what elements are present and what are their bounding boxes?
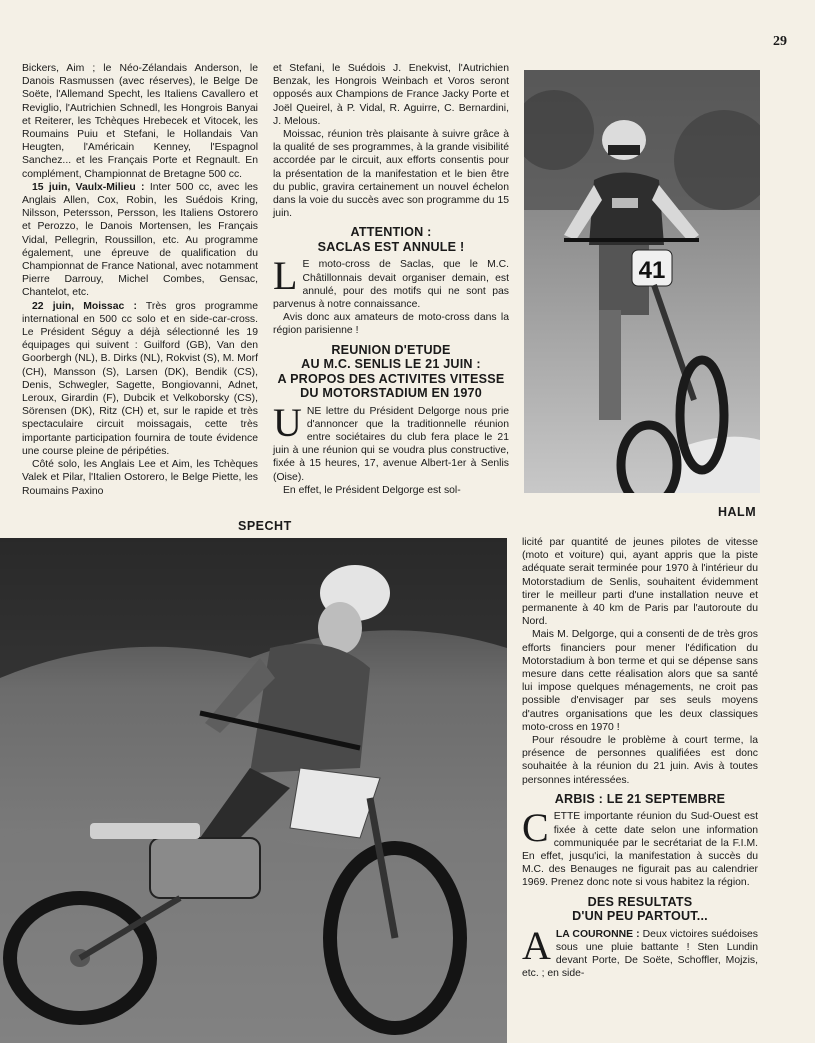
col3-paragraph-3: Pour résoudre le problème à court terme, la présence de personnes qualifiées est donc souhaitée à la réunion du 21 juin. Avis à toutes personnes intéressées. — [522, 735, 758, 786]
caption-halm: HALM — [718, 505, 757, 519]
photo-halm — [524, 70, 760, 493]
col2-paragraph-avis: Avis donc aux amateurs de moto-cross dans la région parisienne ! — [273, 312, 509, 337]
vaulx-milieu-text: Inter 500 cc, avec les Anglais Allen, Cox, Robin, les Suédois Kring, Nilsson, Petersson, Persson, les Italiens Ostorero et Perozzo, le Danois Mortensen, les Français Vidal, Pellegrin, Roussillon, etc. Au programme également, une épreuve de qualification du Championnat de France National, avec notamment Pierre Darrouy, Michel Combes, Gensac, Chantelot, etc. — [22, 181, 258, 299]
column-2 — [273, 62, 509, 497]
saclas-headline: ATTENTION : SACLAS EST ANNULE ! — [317, 225, 465, 254]
drop-cap-a: A — [522, 922, 551, 968]
senlis-headline: REUNION D'ETUDE AU M.C. SENLIS LE 21 JUIN : A PROPOS DES ACTIVITES VITESSE DU MOTORSTADIUM EN 1970 — [277, 342, 505, 401]
col1-paragraph-2 — [22, 181, 258, 300]
resultats-headline: DES RESULTATS D'UN PEU PARTOUT... — [572, 894, 708, 924]
column-1 — [22, 62, 258, 498]
moissac-lead: 22 juin, Moissac : — [32, 300, 137, 312]
photo-specht — [0, 538, 507, 1043]
arbis-headline: ARBIS : LE 21 SEPTEMBRE — [554, 791, 726, 806]
col2-paragraph-1: et Stefani, le Suédois J. Enekvist, l'Autrichien Benzak, les Hongrois Weinbach et Voros seront opposés aux Champions de France Jacky Porte et Joël Queirel, à P. Vidal, R. Aguirre, C. Bernardini, J. Melous. — [273, 63, 509, 127]
column-3 — [522, 536, 758, 980]
drop-cap-c: C — [522, 805, 549, 851]
vaulx-milieu-lead: 15 juin, Vaulx-Milieu : — [32, 181, 145, 193]
page-number: 29 — [773, 34, 787, 49]
col3-paragraph-1: licité par quantité de jeunes pilotes de vitesse (moto et voiture) qui, ayant appris que la piste adéquate serait terminée pour 1970 à l'intérieur du Motorstadium de Senlis, souhaitent évidemment tirer le meilleur parti d'une installation neuve et permanente à 40 km de Paris par l'autoroute du Nord. — [522, 537, 758, 628]
col1-paragraph-1: Bickers, Aim ; le Néo-Zélandais Anderson, le Danois Rasmussen (avec réserves), le Belge De Soëte, l'Allemand Specht, les Italiens Cavallero et Reviglio, l'Autrichien Schnedl, les Hongrois Banyai et Reiterer, les Tchèques Hrebecek et Vitocek, les Roumains Puiu et Stefani, le Hollandais Van Heugten, l'Américain Kenney, l'Espagnol Sanchez... et les Français Porte et Regnault. En complément, Championnat de Bretagne 500 cc. — [22, 63, 258, 180]
col1-paragraph-3 — [22, 300, 258, 458]
col1-paragraph-4: Côté solo, les Anglais Lee et Aim, les Tchèques Valek et Pilar, l'Italien Ostorero, le Belge Piette, les Roumains Paxino — [22, 459, 258, 497]
saclas-paragraph: L E moto-cross de Saclas, que le M.C. Châtillonnais devait organiser demain, est annulé, pour des motifs qui ne sont pas parvenus à notre connaissance. — [273, 253, 509, 311]
drop-cap-u: U — [273, 399, 302, 445]
bib-number: 41 — [638, 257, 666, 284]
couronne-lead: LA COURONNE : — [555, 928, 640, 940]
col2-paragraph-delgorge: En effet, le Président Delgorge est sol- — [283, 484, 461, 496]
couronne-paragraph: ALA COURONNE : Deux victoires suédoises sous une pluie battante ! Sten Lundin devant Porte, De Soëte, Schoffler, Mojzis, etc. ; en side- — [522, 922, 758, 980]
caption-specht: SPECHT — [238, 519, 292, 533]
col2-paragraph-2: Moissac, réunion très plaisante à suivre grâce à la qualité de ses programmes, à la grande visibilité accordée par le circuit, aux efforts consentis pour la présentation de la manifestation et le bien être du public, gravira certainement un nouvel échelon dans la voie du succès avec son programme du 15 juin. — [273, 129, 509, 220]
moissac-text: Très gros programme international en 500 cc solo et en side-car-cross. Le Président Séguy a déjà sélectionné les 19 équipages qui suivent : Guilford (GB), Van den Goorbergh (NL), B. Dirks (NL), Rokvist (S), M. Morf (CH), Mansson (S), Larsen (DK), Bendik (CS), Denis, Schwegler, Sagette, Bongiovanni, Adnet, Leroux, Girardin (F), Dubcik et Velkoborsky (CS), Sörensen (DK), Ritz (CH) et, sur le rapide et très spectaculaire circuit moissagais, cette très importante participation fournira de toute évidence une course pleine de péripéties. — [22, 300, 258, 457]
arbis-paragraph: CETTE importante réunion du Sud-Ouest est fixée à cette date selon une information communiquée par le secrétariat de la F.I.M. En effet, jusqu'ici, la manifestation à succès du M.C. des Benauges ne figurait pas au calendrier 1969. Prenez donc note si vous habitez la région. — [522, 805, 758, 889]
senlis-paragraph: UNE lettre du Président Delgorge nous prie d'annoncer que la traditionnelle réunion entre sociétaires du club fera place le 21 juin à une réunion qui se voudra plus constructive, fixée à 15 heures, 17, avenue Albert-1er à Senlis (Oise). — [273, 399, 509, 483]
col3-paragraph-2: Mais M. Delgorge, qui a consenti de de très gros efforts financiers pour mener l'édification du Motorstadium à bon terme et qui se dépense sans mesure dans cette réalisation alors que sa santé lui impose quelques ménagements, ne croit pas possible d'envisager par ses seuls moyens d'autres organisations que les deux classiques moto-cross en 1970 ! — [522, 629, 758, 733]
drop-cap-l: L — [273, 253, 298, 299]
